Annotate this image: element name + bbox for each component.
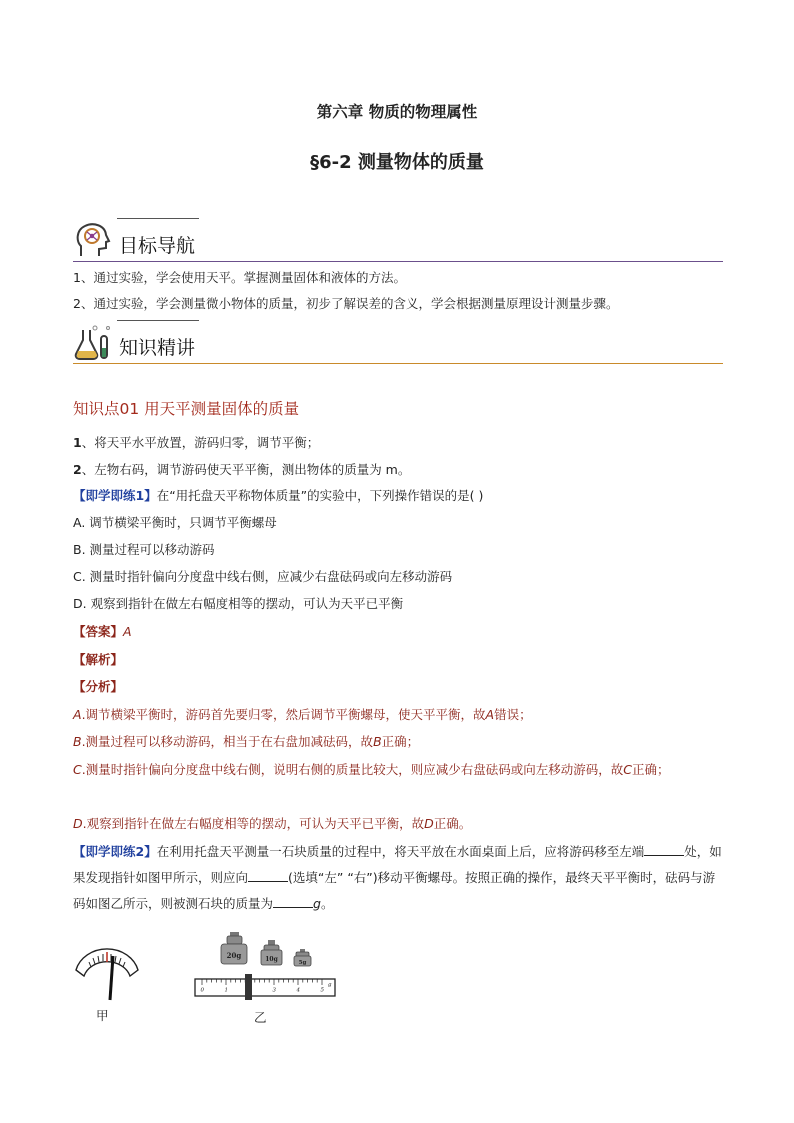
answer-blank[interactable] (273, 893, 313, 908)
goals-section-header (73, 218, 723, 262)
answer-blank[interactable] (248, 867, 288, 882)
goal-item: 1、通过实验，学会使用天平。掌握测量固体和液体的方法。 (73, 270, 406, 285)
question-text: (选填“左” “右”)移动平衡螺母。按照正确的操作， (288, 870, 566, 885)
analysis-tail: 错误； (494, 707, 532, 722)
analysis-letter: C (73, 762, 82, 777)
weight-5g-icon (294, 949, 311, 966)
fenxi-label: 【分析】 (73, 679, 124, 694)
option-item: A. 调节横梁平衡时，只调节平衡螺母 (73, 515, 277, 530)
knowledge-section-header (73, 320, 723, 364)
answer-line (73, 619, 723, 645)
answer-blank[interactable] (644, 841, 684, 856)
section-title: §6-2 测量物体的质量 (310, 152, 484, 173)
analysis-item (73, 811, 723, 837)
head-brain-icon (73, 220, 113, 260)
knowledge-heading: 知识精讲 (119, 337, 196, 359)
step-num: 2 (73, 462, 82, 477)
scale-tick-label: 1 (224, 987, 228, 994)
jiexi-label: 【解析】 (73, 652, 124, 667)
analysis-item (73, 702, 723, 728)
analysis-letter: A (73, 707, 82, 722)
figure-caption-jia: 甲 (96, 1008, 109, 1023)
analysis-text: .调节横梁平衡时，游码首先要归零，然后调节平衡螺母，使天平平衡，故 (81, 707, 486, 722)
goals-underline (73, 261, 723, 263)
knowledge-underline (73, 363, 723, 365)
analysis-text: .测量过程可以移动游码，相当于在右盘加减砝码，故 (81, 734, 374, 749)
exercise-tag: 【即学即练1】 (73, 488, 157, 503)
analysis-letter: D (424, 816, 434, 831)
scale-unit-label: g (328, 982, 332, 988)
option-item: C. 测量时指针偏向分度盘中线右侧，应减少右盘砝码或向左移动游码 (73, 569, 453, 584)
analysis-item (73, 757, 723, 783)
header-top-rule (117, 320, 199, 321)
rider-scale-bar (195, 979, 335, 996)
analysis-item (73, 729, 723, 755)
option-item: B. 测量过程可以移动游码 (73, 542, 215, 557)
goals-heading: 目标导航 (119, 235, 196, 257)
scale-tick-label: 4 (296, 987, 300, 994)
chapter-title: 第六章 物质的物理属性 (316, 103, 478, 121)
header-top-rule (117, 218, 199, 219)
step-text: 、左物右码，调节游码使天平平衡，测出物体的质量为 m。 (81, 462, 411, 477)
scale-tick-label: 3 (272, 987, 276, 994)
step-item (73, 430, 723, 456)
exercise-tag: 【即学即练2】 (73, 844, 157, 859)
analysis-letter: B (73, 734, 82, 749)
figure-caption-yi: 乙 (254, 1010, 267, 1025)
weight-10g-icon (261, 940, 282, 965)
analysis-letter: A (485, 707, 495, 722)
answer-value: A (123, 624, 132, 639)
step-text: 、将天平水平放置，游码归零，调节平衡； (81, 435, 320, 450)
goal-item: 2、通过实验，学会测量微小物体的质量，初步了解误差的含义，学会根据测量原理设计测量步骤。 (73, 296, 619, 311)
weights-and-rider-figure (190, 930, 340, 1000)
option-item: D. 观察到指针在做左右幅度相等的摆动，可认为天平已平衡 (73, 596, 404, 611)
rider-icon (245, 974, 252, 1000)
question-text: 。 (320, 896, 334, 911)
analysis-letter: B (373, 734, 382, 749)
exercise2-question (73, 839, 723, 917)
analysis-tail: 正确； (631, 762, 670, 777)
analysis-text: .测量时指针偏向分度盘中线右侧，说明右侧的质量比较大，则应减少右盘砝码或向左移动游码，故 (81, 762, 624, 777)
question-text: 在利用托盘天平测量一石块质量的过程中，将天平放在水面桌面上后，应将游码移至左端 (156, 844, 645, 859)
scale-tick-label: 5 (320, 987, 324, 994)
step-item (73, 457, 723, 483)
lab-flask-icon (73, 322, 113, 362)
question-text: 处，如果发现指针如图甲所示，则应向 (73, 844, 722, 885)
analysis-letter: C (623, 762, 632, 777)
weight-label: 5g (298, 960, 307, 966)
weight-label: 20g (226, 951, 242, 960)
analysis-tail: 正确。 (433, 816, 472, 831)
analysis-tail: 正确； (381, 734, 420, 749)
unit-text: g (313, 896, 321, 911)
knowledge-point-title: 知识点01 用天平测量固体的质量 (73, 400, 300, 418)
exercise1-question (73, 483, 723, 509)
question-text: 在“用托盘天平称物体质量”的实验中，下列操作错误的是( ) (156, 488, 484, 503)
question-text: 最终天平平衡时，砝码与游码如图乙所示，则被测石块的质量为 (73, 870, 716, 911)
analysis-text: .观察到指针在做左右幅度相等的摆动，可认为天平已平衡，故 (82, 816, 425, 831)
analysis-letter: D (73, 816, 83, 831)
answer-label: 【答案】 (73, 624, 124, 639)
step-num: 1 (73, 435, 82, 450)
scale-tick-label: 0 (200, 987, 204, 994)
weight-label: 10g (265, 956, 278, 963)
balance-pointer-figure (72, 940, 142, 1002)
weight-20g-icon (221, 932, 247, 964)
